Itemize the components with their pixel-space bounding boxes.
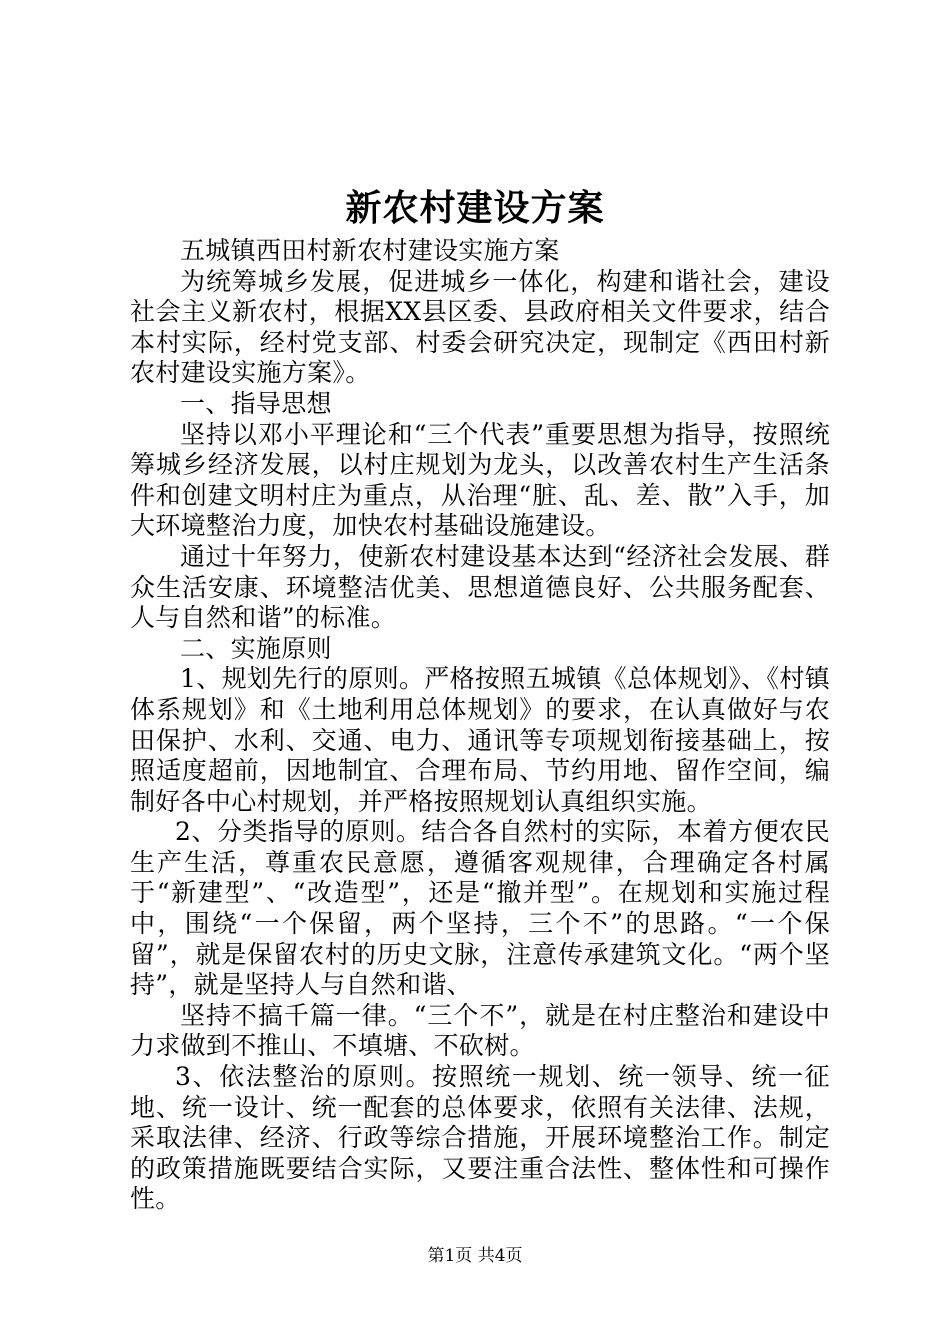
document-body [130,236,830,1215]
paragraph-principle-classification: 2、分类指导的原则。结合各自然村的实际，本着方便农民生产生活，尊重农民意愿，遵循客观规律，合理确定各村属于“新建型”、“改造型”，还是“撤并型”。在规划和实施过程中，围绕“一个保留，两个坚持，三个不”的思路。“一个保留”，就是保留农村的历史文脉，注意传承建筑文化。“两个坚持”，就是坚持人与自然和谐、 [130,817,830,1000]
paragraph-principle-planning: 1、规划先行的原则。严格按照五城镇《总体规划》、《村镇体系规划》和《土地利用总体规划》的要求，在认真做好与农田保护、水利、交通、电力、通讯等专项规划衔接基础上，按照适度超前，因地制宜、合理布局、节约用地、留作空间，编制好各中心村规划，并严格按照规划认真组织实施。 [130,664,830,816]
paragraph-subtitle: 五城镇西田村新农村建设实施方案 [180,236,560,265]
page-title: 新农村建设方案 [345,187,605,229]
paragraph-guiding-ideology: 坚持以邓小平理论和“三个代表”重要思想为指导，按照统筹城乡经济发展，以村庄规划为龙头，以改善农村生产生活条件和创建文明村庄为重点，从治理“脏、乱、差、散”入手，加大环境整治力度，加快农村基础设施建设。 [130,419,830,541]
section-heading-guiding-ideology: 一、指导思想 [180,388,332,418]
section-heading-principles: 二、实施原则 [180,633,332,663]
paragraph-ten-year-goal: 通过十年努力，使新农村建设基本达到“经济社会发展、群众生活安康、环境整洁优美、思想道德良好、公共服务配套、人与自然和谐”的标准。 [130,541,830,633]
paragraph-principle-lawful: 3、依法整治的原则。按照统一规划、统一领导、统一征地、统一设计、统一配套的总体要求，依照有关法律、法规，采取法律、经济、行政等综合措施，开展环境整治工作。制定的政策措施既要结合实际，又要注重合法性、整体性和可操作性。 [130,1062,830,1214]
paragraph-principle-classification-cont: 坚持不搞千篇一律。“三个不”，就是在村庄整治和建设中力求做到不推山、不填塘、不砍树。 [130,1000,830,1061]
page-footer: 第1页 共4页 [427,1246,523,1266]
paragraph-intro: 为统筹城乡发展，促进城乡一体化，构建和谐社会，建设社会主义新农村，根据XX县区委、县政府相关文件要求，结合本村实际，经村党支部、村委会研究决定，现制定《西田村新农村建设实施方案》。 [130,266,830,388]
